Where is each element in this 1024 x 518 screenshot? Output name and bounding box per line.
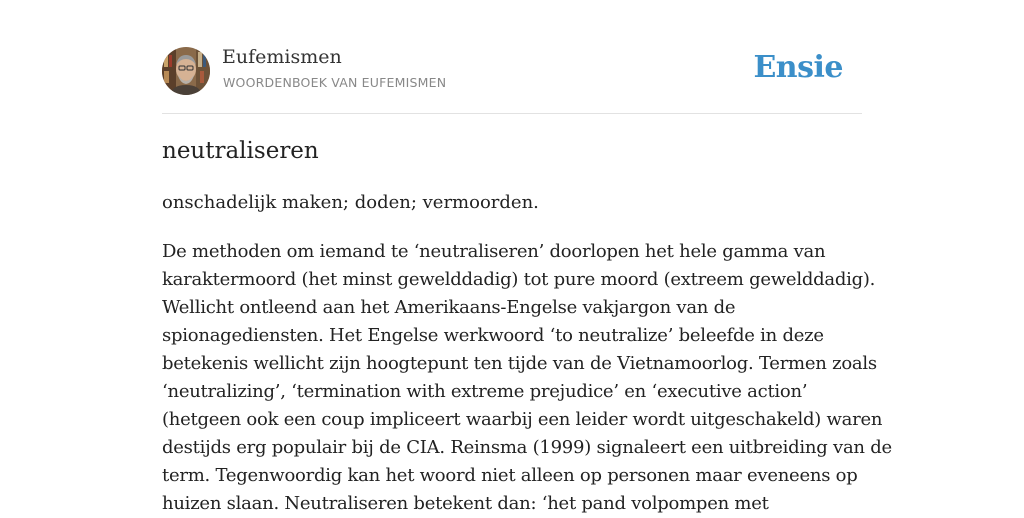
source-subtitle: WOORDENBOEK VAN EUFEMISMEN: [223, 75, 447, 90]
page: [162, 0, 892, 514]
body-line: Wellicht ontleend aan het Amerikaans-Engelse vakjargon van de: [162, 297, 736, 318]
body-line: karaktermoord (het minst gewelddadig) tot pure moord (extreem gewelddadig).: [162, 269, 876, 290]
body-line: huizen slaan. Neutraliseren betekent dan: ‘het pand volpompen met: [162, 493, 769, 514]
body-line: spionagediensten. Het Engelse werkwoord ‘to neutralize’ beleefde in deze: [162, 325, 824, 346]
body-line: (hetgeen ook een coup impliceert waarbij een leider wordt uitgeschakeld) waren: [162, 409, 883, 430]
entry-body: [162, 238, 892, 518]
body-line: betekenis wellicht zijn hoogtepunt ten tijde van de Vietnamoorlog. Termen zoals: [162, 353, 877, 374]
source-header: [162, 46, 862, 96]
entry-definition: onschadelijk maken; doden; vermoorden.: [162, 192, 539, 213]
author-portrait-icon[interactable]: [162, 47, 210, 95]
header-divider: [162, 113, 862, 114]
ensie-logo-link[interactable]: Ensie: [753, 50, 843, 85]
source-name[interactable]: Eufemismen: [222, 46, 342, 68]
body-line: term. Tegenwoordig kan het woord niet alleen op personen maar eveneens op: [162, 465, 858, 486]
body-line: destijds erg populair bij de CIA. Reinsma (1999) signaleert een uitbreiding van de: [162, 437, 892, 458]
body-line: ‘neutralizing’, ‘termination with extreme prejudice’ en ‘executive action’: [162, 381, 808, 402]
body-line: De methoden om iemand te ‘neutraliseren’ doorlopen het hele gamma van: [162, 241, 826, 262]
entry-term: neutraliseren: [162, 138, 319, 164]
